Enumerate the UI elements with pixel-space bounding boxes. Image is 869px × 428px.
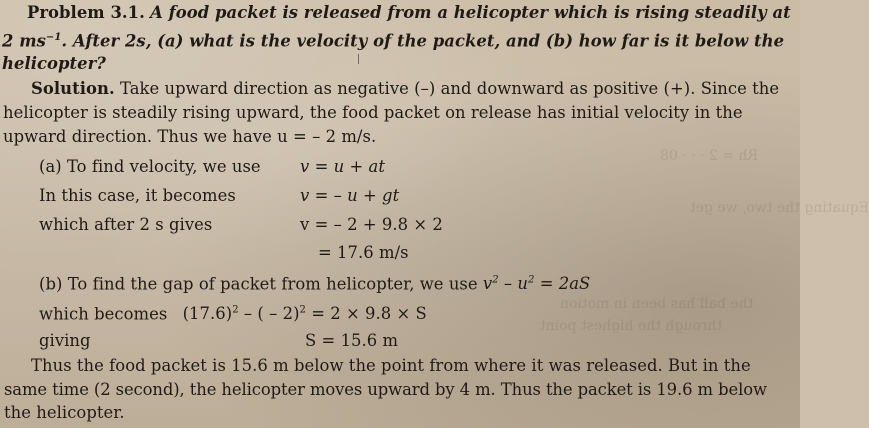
- part-b-row-1: [39, 271, 590, 294]
- part-a-text-2: In this case, it becomes: [39, 186, 236, 205]
- part-a-row-2: [39, 186, 236, 206]
- conclusion-text-1: Thus the food packet is 15.6 m below the point from where it was released. But in the: [31, 356, 751, 375]
- part-b-becomes-eq: $(17.6)^2$ – ( – 2)$^2$ = 2 × 9.8 × S: [182, 304, 427, 324]
- solution-line-3: [3, 127, 376, 147]
- part-b-becomes-label: which becomes: [39, 304, 168, 324]
- problem-line-2: [2, 28, 784, 51]
- part-b-giving-eq: S = 15.6 m: [305, 331, 399, 350]
- part-b-formula: $v^2 - u^2 = 2aS$: [482, 274, 591, 294]
- part-a-text-1: (a) To find velocity, we use: [39, 157, 261, 176]
- bleed-through-text: the ball has been in motion: [560, 296, 754, 312]
- bleed-through-text: Rh = 2 · · · 08: [660, 148, 759, 164]
- solution-text-3: upward direction. Thus we have u = – 2 m/s.: [3, 127, 377, 146]
- part-a-text-3: which after 2 s gives: [39, 215, 213, 234]
- part-a-row-1: [39, 157, 261, 177]
- conclusion-text-2: same time (2 second), the helicopter moves upward by 4 m. Thus the packet is 19.6 m below: [4, 380, 767, 399]
- pen-mark: [358, 54, 359, 64]
- part-a-eq-2: v = – u + gt: [300, 186, 400, 205]
- problem-text-3: helicopter?: [2, 54, 106, 73]
- part-b-row-3: [39, 331, 91, 351]
- part-b-row-2: [39, 301, 427, 324]
- conclusion-line-2: [4, 380, 767, 400]
- solution-line-2: [3, 103, 743, 123]
- bleed-through-text: through the highest point: [540, 318, 723, 334]
- problem-line-1: [27, 3, 791, 23]
- solution-text-1: Take upward direction as negative (–) and downward as positive (+). Since the: [119, 79, 780, 98]
- problem-speed-exponent: −1: [45, 32, 62, 43]
- conclusion-line-1: [31, 356, 751, 376]
- part-a-row-3: [39, 215, 212, 235]
- problem-text-2: . After 2s, (a) what is the velocity of the packet, and (b) how far is it below the: [61, 31, 785, 51]
- part-a-result: = 17.6 m/s: [318, 243, 409, 262]
- conclusion-line-3: [4, 403, 125, 423]
- bleed-through-text: Equating the two, we get: [690, 200, 869, 216]
- solution-line-1: [31, 79, 779, 99]
- part-b-text: (b) To find the gap of packet from helicopter, we use: [39, 274, 478, 294]
- conclusion-text-3: the helicopter.: [4, 403, 125, 422]
- part-a-eq-1: v = u + at: [300, 157, 385, 176]
- solution-text-2: helicopter is steadily rising upward, the food packet on release has initial velocity in the: [3, 103, 743, 122]
- problem-line-3: [2, 54, 106, 74]
- part-b-giving-label: giving: [39, 331, 91, 350]
- problem-title: Problem 3.1.: [27, 3, 145, 22]
- problem-speed-value: 2 ms: [2, 31, 46, 51]
- part-a-eq-3: v = – 2 + 9.8 × 2: [300, 215, 443, 234]
- problem-text-1: A food packet is released from a helicopter which is rising steadily at: [150, 3, 791, 22]
- solution-label: Solution.: [31, 79, 115, 98]
